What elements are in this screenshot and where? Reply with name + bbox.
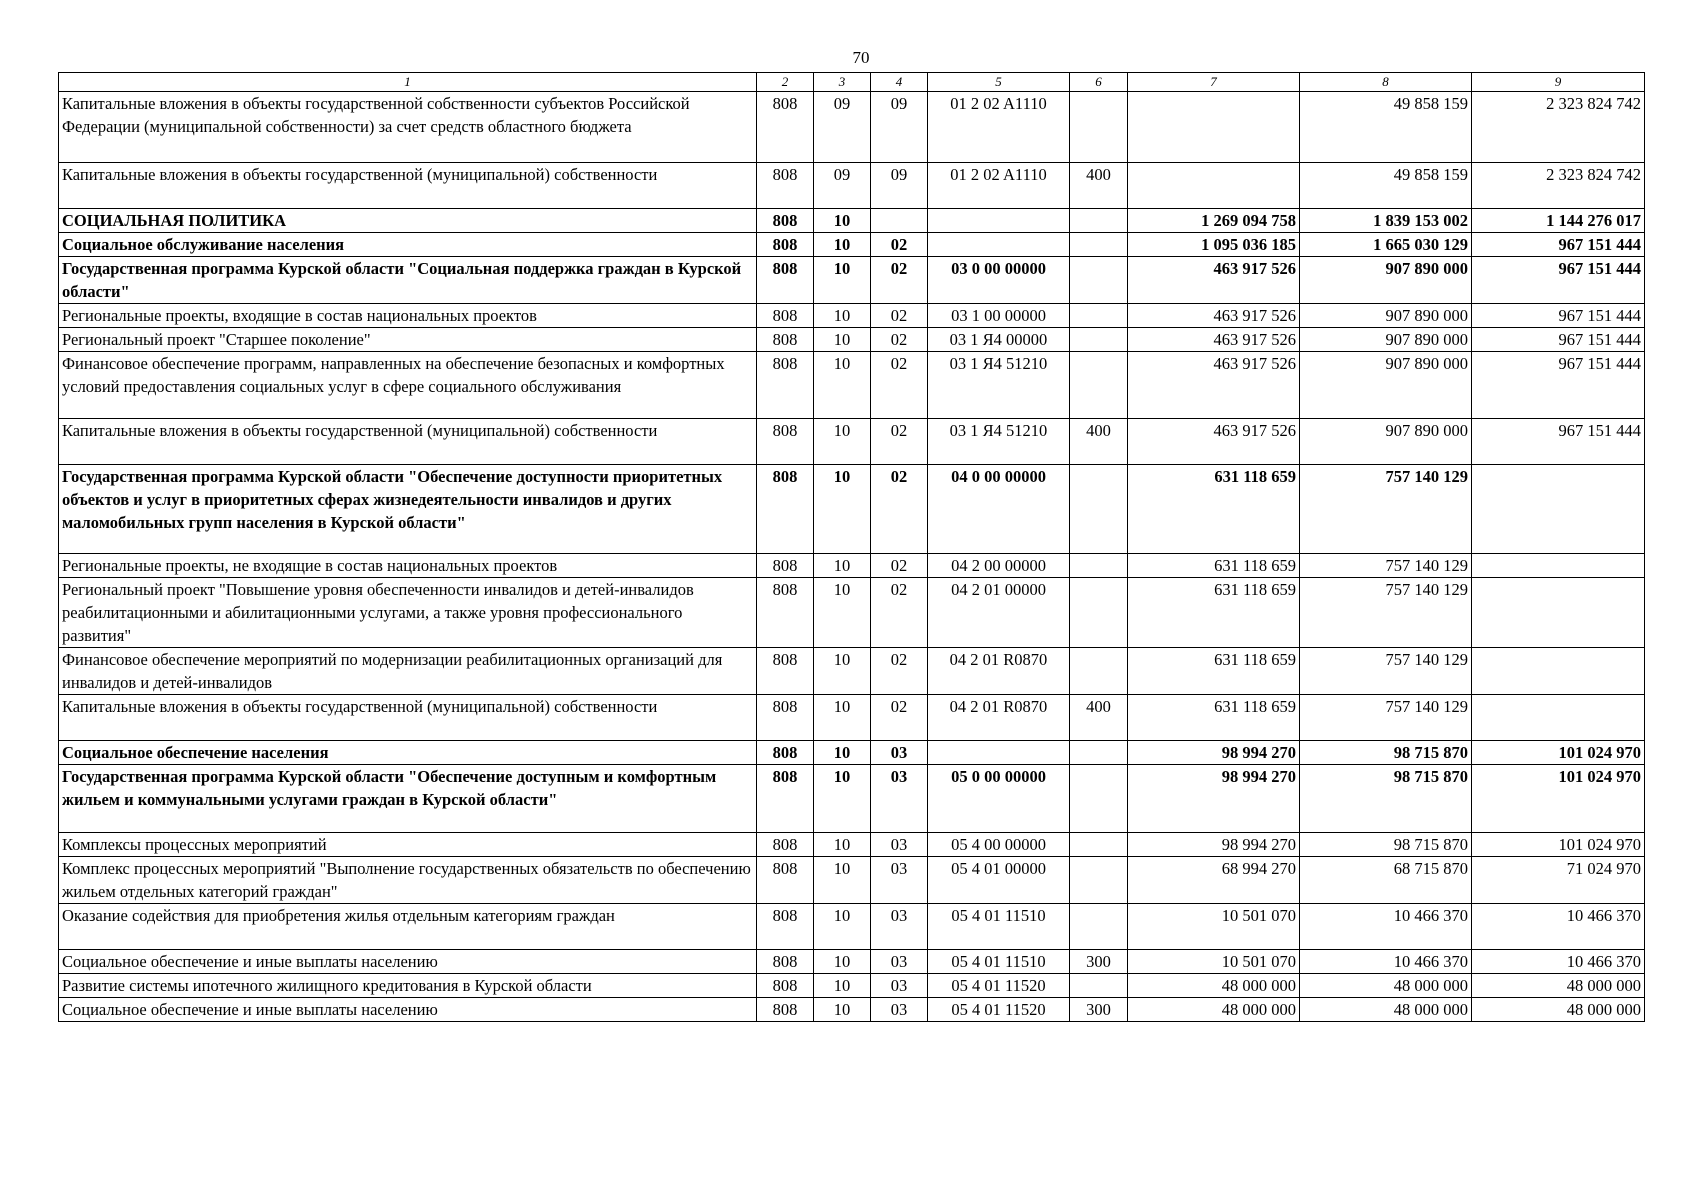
amount-col9-cell: 967 151 444 <box>1472 419 1645 465</box>
header-cell: 5 <box>928 73 1070 92</box>
row-name-cell: Капитальные вложения в объекты государственной (муниципальной) собственности <box>59 419 757 465</box>
section-code-cell: 808 <box>757 419 814 465</box>
row-name-cell: Социальное обеспечение населения <box>59 741 757 765</box>
amount-col8-cell: 757 140 129 <box>1300 554 1472 578</box>
amount-col7-cell: 631 118 659 <box>1128 648 1300 695</box>
subsection-code-cell: 10 <box>814 465 871 554</box>
amount-col7-cell: 463 917 526 <box>1128 304 1300 328</box>
amount-col8-cell: 907 890 000 <box>1300 328 1472 352</box>
amount-col9-cell: 2 323 824 742 <box>1472 92 1645 163</box>
target-article-cell <box>928 741 1070 765</box>
subsection-code-cell: 10 <box>814 950 871 974</box>
expense-type-cell <box>1070 765 1128 833</box>
section-code-cell: 808 <box>757 857 814 904</box>
amount-col7-cell <box>1128 92 1300 163</box>
amount-col9-cell: 967 151 444 <box>1472 352 1645 419</box>
amount-col8-cell: 1 839 153 002 <box>1300 209 1472 233</box>
expense-type-cell <box>1070 233 1128 257</box>
amount-col9-cell: 1 144 276 017 <box>1472 209 1645 233</box>
expense-type-cell: 400 <box>1070 419 1128 465</box>
subsection-code-cell: 10 <box>814 233 871 257</box>
row-name-cell: Комплексы процессных мероприятий <box>59 833 757 857</box>
subsection-code-cell: 10 <box>814 419 871 465</box>
amount-col7-cell: 48 000 000 <box>1128 998 1300 1022</box>
table-row <box>59 998 1645 1022</box>
table-row <box>59 465 1645 554</box>
amount-col9-cell <box>1472 578 1645 648</box>
amount-col8-cell: 49 858 159 <box>1300 92 1472 163</box>
table-row <box>59 328 1645 352</box>
subsection2-code-cell: 02 <box>871 304 928 328</box>
row-name-cell: Комплекс процессных мероприятий "Выполнение государственных обязательств по обеспечению жильем отдельных категорий граждан" <box>59 857 757 904</box>
table-row <box>59 741 1645 765</box>
subsection2-code-cell: 03 <box>871 833 928 857</box>
expense-type-cell: 300 <box>1070 950 1128 974</box>
subsection2-code-cell: 02 <box>871 554 928 578</box>
row-name-cell: Развитие системы ипотечного жилищного кредитования в Курской области <box>59 974 757 998</box>
target-article-cell: 05 4 01 11520 <box>928 998 1070 1022</box>
table-row <box>59 209 1645 233</box>
expense-type-cell <box>1070 833 1128 857</box>
subsection2-code-cell: 02 <box>871 648 928 695</box>
section-code-cell: 808 <box>757 765 814 833</box>
amount-col9-cell: 101 024 970 <box>1472 833 1645 857</box>
header-cell: 7 <box>1128 73 1300 92</box>
amount-col9-cell <box>1472 554 1645 578</box>
amount-col7-cell: 10 501 070 <box>1128 904 1300 950</box>
amount-col8-cell: 48 000 000 <box>1300 974 1472 998</box>
table-row <box>59 974 1645 998</box>
table-row <box>59 352 1645 419</box>
subsection-code-cell: 10 <box>814 741 871 765</box>
amount-col7-cell: 463 917 526 <box>1128 328 1300 352</box>
amount-col8-cell: 757 140 129 <box>1300 648 1472 695</box>
amount-col9-cell: 48 000 000 <box>1472 998 1645 1022</box>
budget-table <box>58 72 1645 1022</box>
row-name-cell: Региональный проект "Повышение уровня обеспеченности инвалидов и детей-инвалидов реабилитационными и абилитационными услугами, а также уровня профессионального развития" <box>59 578 757 648</box>
expense-type-cell <box>1070 352 1128 419</box>
amount-col8-cell: 98 715 870 <box>1300 741 1472 765</box>
expense-type-cell <box>1070 209 1128 233</box>
amount-col7-cell: 463 917 526 <box>1128 257 1300 304</box>
section-code-cell: 808 <box>757 257 814 304</box>
row-name-cell: Капитальные вложения в объекты государственной собственности субъектов Российской Федерации (муниципальной собственности) за счет средств областного бюджета <box>59 92 757 163</box>
target-article-cell: 05 4 01 11520 <box>928 974 1070 998</box>
header-cell: 9 <box>1472 73 1645 92</box>
row-name-cell: Социальное обеспечение и иные выплаты населению <box>59 998 757 1022</box>
subsection-code-cell: 10 <box>814 998 871 1022</box>
table-row <box>59 695 1645 741</box>
amount-col8-cell: 49 858 159 <box>1300 163 1472 209</box>
amount-col7-cell: 631 118 659 <box>1128 578 1300 648</box>
target-article-cell <box>928 209 1070 233</box>
amount-col8-cell: 757 140 129 <box>1300 465 1472 554</box>
target-article-cell: 03 1 Я4 51210 <box>928 352 1070 419</box>
expense-type-cell <box>1070 578 1128 648</box>
amount-col8-cell: 10 466 370 <box>1300 904 1472 950</box>
subsection-code-cell: 10 <box>814 328 871 352</box>
section-code-cell: 808 <box>757 352 814 419</box>
expense-type-cell <box>1070 554 1128 578</box>
table-row <box>59 233 1645 257</box>
amount-col9-cell: 101 024 970 <box>1472 741 1645 765</box>
amount-col9-cell <box>1472 648 1645 695</box>
subsection-code-cell: 10 <box>814 648 871 695</box>
subsection-code-cell: 10 <box>814 695 871 741</box>
target-article-cell: 01 2 02 A1110 <box>928 163 1070 209</box>
section-code-cell: 808 <box>757 163 814 209</box>
section-code-cell: 808 <box>757 998 814 1022</box>
expense-type-cell: 300 <box>1070 998 1128 1022</box>
amount-col7-cell: 98 994 270 <box>1128 833 1300 857</box>
amount-col7-cell: 48 000 000 <box>1128 974 1300 998</box>
target-article-cell: 05 0 00 00000 <box>928 765 1070 833</box>
amount-col7-cell: 631 118 659 <box>1128 695 1300 741</box>
amount-col9-cell: 10 466 370 <box>1472 904 1645 950</box>
amount-col8-cell: 10 466 370 <box>1300 950 1472 974</box>
subsection-code-cell: 10 <box>814 209 871 233</box>
amount-col7-cell: 10 501 070 <box>1128 950 1300 974</box>
section-code-cell: 808 <box>757 904 814 950</box>
subsection2-code-cell: 02 <box>871 419 928 465</box>
target-article-cell: 03 1 00 00000 <box>928 304 1070 328</box>
subsection2-code-cell: 02 <box>871 328 928 352</box>
row-name-cell: СОЦИАЛЬНАЯ ПОЛИТИКА <box>59 209 757 233</box>
section-code-cell: 808 <box>757 974 814 998</box>
amount-col8-cell: 907 890 000 <box>1300 352 1472 419</box>
subsection2-code-cell: 03 <box>871 857 928 904</box>
subsection-code-cell: 10 <box>814 257 871 304</box>
row-name-cell: Финансовое обеспечение программ, направленных на обеспечение безопасных и комфортных условий предоставления социальных услуг в сфере социального обслуживания <box>59 352 757 419</box>
subsection2-code-cell: 03 <box>871 741 928 765</box>
amount-col9-cell: 48 000 000 <box>1472 974 1645 998</box>
expense-type-cell <box>1070 857 1128 904</box>
amount-col7-cell: 98 994 270 <box>1128 765 1300 833</box>
amount-col8-cell: 1 665 030 129 <box>1300 233 1472 257</box>
header-cell: 2 <box>757 73 814 92</box>
section-code-cell: 808 <box>757 209 814 233</box>
subsection-code-cell: 10 <box>814 904 871 950</box>
amount-col8-cell: 757 140 129 <box>1300 695 1472 741</box>
table-row <box>59 950 1645 974</box>
section-code-cell: 808 <box>757 92 814 163</box>
target-article-cell: 04 2 01 00000 <box>928 578 1070 648</box>
amount-col9-cell: 967 151 444 <box>1472 257 1645 304</box>
table-row <box>59 419 1645 465</box>
amount-col8-cell: 757 140 129 <box>1300 578 1472 648</box>
subsection-code-cell: 10 <box>814 554 871 578</box>
target-article-cell: 04 0 00 00000 <box>928 465 1070 554</box>
row-name-cell: Государственная программа Курской области "Обеспечение доступным и комфортным жильем и коммунальными услугами граждан в Курской области" <box>59 765 757 833</box>
amount-col7-cell: 463 917 526 <box>1128 352 1300 419</box>
amount-col8-cell: 907 890 000 <box>1300 304 1472 328</box>
section-code-cell: 808 <box>757 950 814 974</box>
row-name-cell: Социальное обеспечение и иные выплаты населению <box>59 950 757 974</box>
subsection2-code-cell: 03 <box>871 974 928 998</box>
table-body <box>59 92 1645 1022</box>
subsection-code-cell: 10 <box>814 765 871 833</box>
amount-col9-cell: 967 151 444 <box>1472 233 1645 257</box>
subsection-code-cell: 10 <box>814 578 871 648</box>
expense-type-cell: 400 <box>1070 695 1128 741</box>
subsection2-code-cell: 02 <box>871 233 928 257</box>
amount-col7-cell: 1 095 036 185 <box>1128 233 1300 257</box>
row-name-cell: Социальное обслуживание населения <box>59 233 757 257</box>
subsection-code-cell: 10 <box>814 974 871 998</box>
header-cell: 4 <box>871 73 928 92</box>
amount-col7-cell <box>1128 163 1300 209</box>
amount-col7-cell: 631 118 659 <box>1128 465 1300 554</box>
table-row <box>59 904 1645 950</box>
table-row <box>59 304 1645 328</box>
target-article-cell: 05 4 01 00000 <box>928 857 1070 904</box>
subsection-code-cell: 09 <box>814 163 871 209</box>
subsection2-code-cell: 03 <box>871 765 928 833</box>
expense-type-cell <box>1070 328 1128 352</box>
subsection2-code-cell: 02 <box>871 352 928 419</box>
expense-type-cell <box>1070 257 1128 304</box>
target-article-cell <box>928 233 1070 257</box>
subsection-code-cell: 10 <box>814 833 871 857</box>
subsection2-code-cell: 09 <box>871 92 928 163</box>
expense-type-cell <box>1070 904 1128 950</box>
table-row <box>59 833 1645 857</box>
row-name-cell: Оказание содействия для приобретения жилья отдельным категориям граждан <box>59 904 757 950</box>
row-name-cell: Капитальные вложения в объекты государственной (муниципальной) собственности <box>59 695 757 741</box>
section-code-cell: 808 <box>757 741 814 765</box>
row-name-cell: Государственная программа Курской области "Социальная поддержка граждан в Курской области" <box>59 257 757 304</box>
section-code-cell: 808 <box>757 328 814 352</box>
amount-col8-cell: 907 890 000 <box>1300 257 1472 304</box>
row-name-cell: Государственная программа Курской области "Обеспечение доступности приоритетных объектов и услуг в приоритетных сферах жизнедеятельности инвалидов и других маломобильных групп населения в Курской области" <box>59 465 757 554</box>
subsection2-code-cell: 02 <box>871 695 928 741</box>
expense-type-cell <box>1070 465 1128 554</box>
amount-col7-cell: 1 269 094 758 <box>1128 209 1300 233</box>
subsection-code-cell: 10 <box>814 857 871 904</box>
expense-type-cell <box>1070 741 1128 765</box>
amount-col9-cell <box>1472 465 1645 554</box>
section-code-cell: 808 <box>757 465 814 554</box>
amount-col9-cell: 10 466 370 <box>1472 950 1645 974</box>
section-code-cell: 808 <box>757 554 814 578</box>
amount-col9-cell <box>1472 695 1645 741</box>
table-row <box>59 92 1645 163</box>
target-article-cell: 05 4 01 11510 <box>928 904 1070 950</box>
table-row <box>59 578 1645 648</box>
subsection-code-cell: 10 <box>814 352 871 419</box>
section-code-cell: 808 <box>757 695 814 741</box>
subsection-code-cell: 10 <box>814 304 871 328</box>
subsection2-code-cell: 03 <box>871 904 928 950</box>
amount-col9-cell: 967 151 444 <box>1472 328 1645 352</box>
table-row <box>59 554 1645 578</box>
row-name-cell: Региональные проекты, входящие в состав национальных проектов <box>59 304 757 328</box>
amount-col7-cell: 98 994 270 <box>1128 741 1300 765</box>
subsection2-code-cell: 02 <box>871 465 928 554</box>
target-article-cell: 03 1 Я4 00000 <box>928 328 1070 352</box>
target-article-cell: 03 1 Я4 51210 <box>928 419 1070 465</box>
target-article-cell: 04 2 01 R0870 <box>928 695 1070 741</box>
subsection2-code-cell: 02 <box>871 578 928 648</box>
amount-col9-cell: 967 151 444 <box>1472 304 1645 328</box>
target-article-cell: 05 4 01 11510 <box>928 950 1070 974</box>
amount-col7-cell: 68 994 270 <box>1128 857 1300 904</box>
section-code-cell: 808 <box>757 233 814 257</box>
amount-col8-cell: 48 000 000 <box>1300 998 1472 1022</box>
subsection2-code-cell: 09 <box>871 163 928 209</box>
row-name-cell: Капитальные вложения в объекты государственной (муниципальной) собственности <box>59 163 757 209</box>
subsection2-code-cell <box>871 209 928 233</box>
amount-col8-cell: 98 715 870 <box>1300 765 1472 833</box>
target-article-cell: 04 2 01 R0870 <box>928 648 1070 695</box>
subsection2-code-cell: 03 <box>871 950 928 974</box>
amount-col7-cell: 631 118 659 <box>1128 554 1300 578</box>
section-code-cell: 808 <box>757 578 814 648</box>
expense-type-cell <box>1070 648 1128 695</box>
table-row <box>59 857 1645 904</box>
amount-col8-cell: 907 890 000 <box>1300 419 1472 465</box>
row-name-cell: Финансовое обеспечение мероприятий по модернизации реабилитационных организаций для инвалидов и детей-инвалидов <box>59 648 757 695</box>
subsection2-code-cell: 03 <box>871 998 928 1022</box>
table-row <box>59 257 1645 304</box>
target-article-cell: 01 2 02 A1110 <box>928 92 1070 163</box>
target-article-cell: 04 2 00 00000 <box>928 554 1070 578</box>
row-name-cell: Региональные проекты, не входящие в состав национальных проектов <box>59 554 757 578</box>
amount-col9-cell: 2 323 824 742 <box>1472 163 1645 209</box>
header-row <box>59 73 1645 92</box>
amount-col7-cell: 463 917 526 <box>1128 419 1300 465</box>
row-name-cell: Региональный проект "Старшее поколение" <box>59 328 757 352</box>
section-code-cell: 808 <box>757 833 814 857</box>
subsection-code-cell: 09 <box>814 92 871 163</box>
expense-type-cell: 400 <box>1070 163 1128 209</box>
expense-type-cell <box>1070 304 1128 328</box>
amount-col8-cell: 68 715 870 <box>1300 857 1472 904</box>
table-row <box>59 765 1645 833</box>
header-cell: 6 <box>1070 73 1128 92</box>
section-code-cell: 808 <box>757 304 814 328</box>
target-article-cell: 05 4 00 00000 <box>928 833 1070 857</box>
table-row <box>59 648 1645 695</box>
header-cell: 8 <box>1300 73 1472 92</box>
amount-col9-cell: 101 024 970 <box>1472 765 1645 833</box>
table-row <box>59 163 1645 209</box>
expense-type-cell <box>1070 92 1128 163</box>
subsection2-code-cell: 02 <box>871 257 928 304</box>
header-cell: 1 <box>59 73 757 92</box>
page-number: 70 <box>852 48 870 67</box>
amount-col8-cell: 98 715 870 <box>1300 833 1472 857</box>
expense-type-cell <box>1070 974 1128 998</box>
amount-col9-cell: 71 024 970 <box>1472 857 1645 904</box>
target-article-cell: 03 0 00 00000 <box>928 257 1070 304</box>
section-code-cell: 808 <box>757 648 814 695</box>
header-cell: 3 <box>814 73 871 92</box>
